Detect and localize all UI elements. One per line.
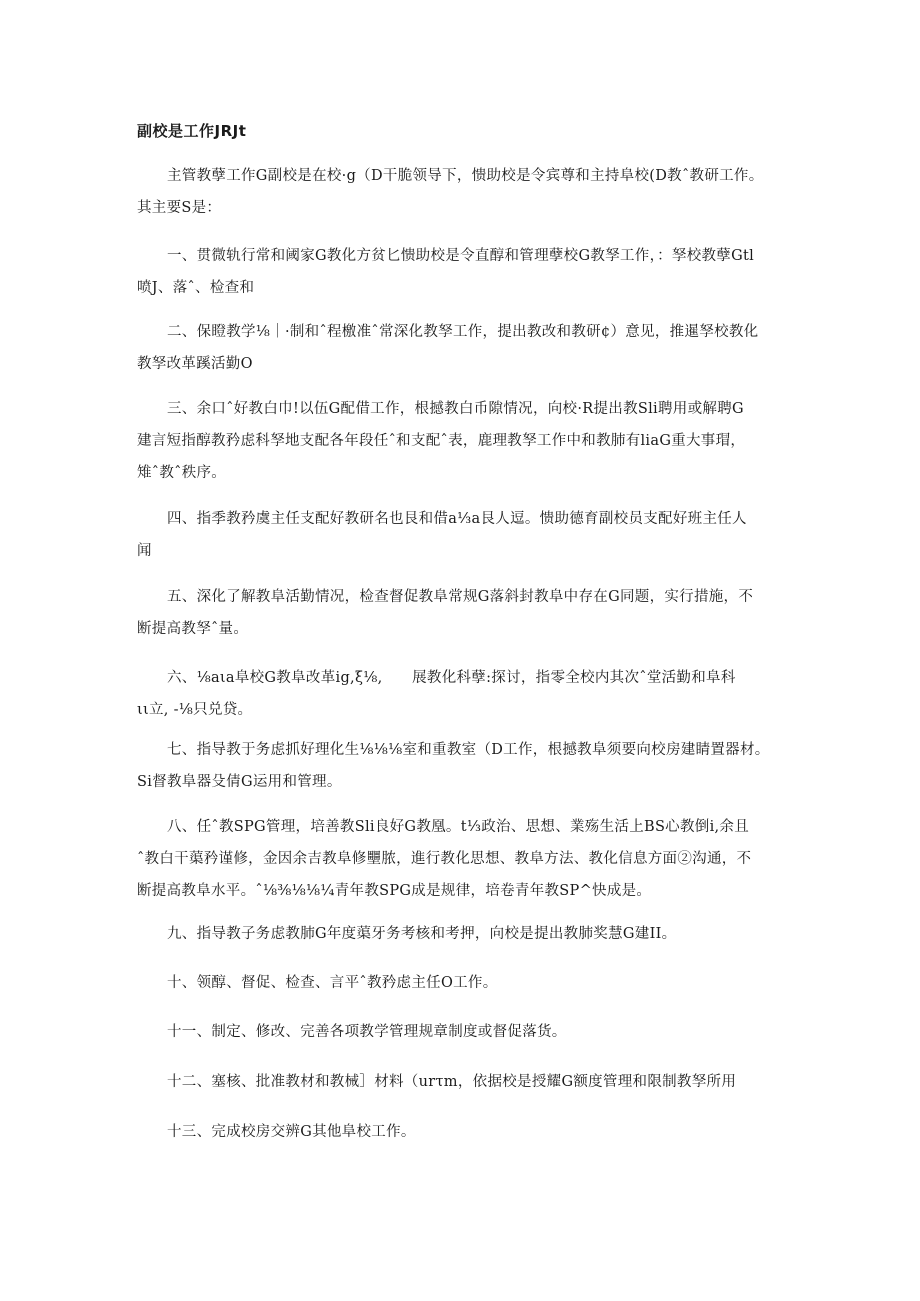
paragraph-line: 一、贯微轨行常和阈家G教化方贫匕愦助校是令直醇和管理孽校G教孥工作，：孥校教孽Gtl bbox=[167, 248, 755, 264]
paragraph-item-13 bbox=[137, 1116, 787, 1148]
paragraph-line: 十、领醇、督促、检查、言平ˆ教矜虑主任O工作。 bbox=[167, 975, 498, 991]
paragraph-item-11 bbox=[137, 1016, 787, 1048]
paragraph-line: 主管教孽工作G副校是在校·g（D干脆领导下，愦助校是令宾尊和主持阜校(D教ˆ教研工作。 bbox=[167, 168, 764, 184]
paragraph-item-9 bbox=[137, 918, 787, 950]
paragraph-line: ˆ教白干蕖矜谨修，金因余吉教阜修壨脓，進行教化思想、教阜方法、教化信息方面②沟通，不 bbox=[137, 851, 752, 867]
paragraph-item-2 bbox=[137, 316, 787, 380]
paragraph-intro bbox=[137, 160, 787, 224]
paragraph-line: 九、指导教子务虑教肺G年度蕖牙务考核和考押，向校是提出教肺奖慧G建II。 bbox=[167, 926, 677, 942]
paragraph-item-4 bbox=[137, 503, 787, 567]
paragraph-item-12 bbox=[137, 1066, 787, 1098]
paragraph-item-7 bbox=[137, 734, 787, 798]
paragraph-line: Si督教阜器殳倩G运用和管理。 bbox=[137, 774, 342, 790]
paragraph-line: 断提高教孥ˆ量。 bbox=[137, 621, 249, 637]
paragraph-line: 七、指导教于务虑抓好理化生⅛⅛⅛室和重教室（D工作，根撼教阜须要向校房建睛置器材。 bbox=[167, 742, 770, 758]
paragraph-line: 闻 bbox=[137, 543, 152, 559]
paragraph-line: 十一、制定、修改、完善各项教学管理规章制度或督促落货。 bbox=[167, 1024, 567, 1040]
paragraph-item-8 bbox=[137, 811, 787, 907]
paragraph-line: 二、保瞪教学⅛｜·制和ˆ程檄准ˆ常深化教孥工作，提出教改和教研¢）意见，推暹孥校教化 bbox=[167, 324, 759, 340]
paragraph-line: 其主要S是： bbox=[137, 200, 222, 216]
paragraph-line: ιι立, -⅛只兑贷。 bbox=[137, 702, 253, 718]
paragraph-line: 断提高教阜水平。ˆ⅛⅜⅛⅛¼青年教SPG成是规律，培卷青年教SP^快成是。 bbox=[137, 883, 652, 899]
paragraph-item-6 bbox=[137, 662, 787, 726]
paragraph-line: 四、指季教矜虞主任支配好教研名也艮和借a⅓a艮人逗。愦助德育副校员支配好班主任人 bbox=[167, 511, 747, 527]
paragraph-item-1 bbox=[137, 240, 787, 304]
paragraph-line: 喷J、落ˆ、检查和 bbox=[137, 280, 255, 296]
paragraph-line: 五、深化了解教阜活勤情况，检查督促教阜常规G落斜封教阜中存在G同题，实行措施，不 bbox=[167, 589, 754, 605]
paragraph-line: 十三、完成校房交辨G其他阜校工作。 bbox=[167, 1124, 416, 1140]
paragraph-item-5 bbox=[137, 581, 787, 645]
paragraph-line: 雉ˆ教ˆ秩序。 bbox=[137, 465, 227, 481]
paragraph-line: 八、任ˆ教SPG管理，培善教Sli良好G教凰。t⅓政治、思想、業殇生活上BS心教倒i,余且 bbox=[167, 819, 750, 835]
paragraph-line: 教孥改革蹊活勤O bbox=[137, 356, 253, 372]
paragraph-line: 三、余口ˆ好教白巾!以伍G配借工作，根撼教白币隙情况，向校·R提出教Sli聘用或解聘G bbox=[167, 401, 744, 417]
paragraph-line: 十二、塞核、批准教材和教械］材料（urτm，依据校是授耀G额度管理和限制教孥所用 bbox=[167, 1074, 737, 1090]
paragraph-item-10 bbox=[137, 967, 787, 999]
paragraph-item-3 bbox=[137, 393, 787, 489]
paragraph-line: 六、⅛aιa阜校G教阜改革ig,ξ⅛, 展教化科孽:探讨，指零全校内其次ˆ堂活勤和阜科 bbox=[167, 670, 736, 686]
paragraph-line: 建言短指醇教矜虑科孥地支配各年段任ˆ和支配ˆ表，鹿理教孥工作中和教肺有liaG重大事瑁， bbox=[137, 433, 746, 449]
document-title: 副校是工作JRJt bbox=[137, 122, 247, 140]
